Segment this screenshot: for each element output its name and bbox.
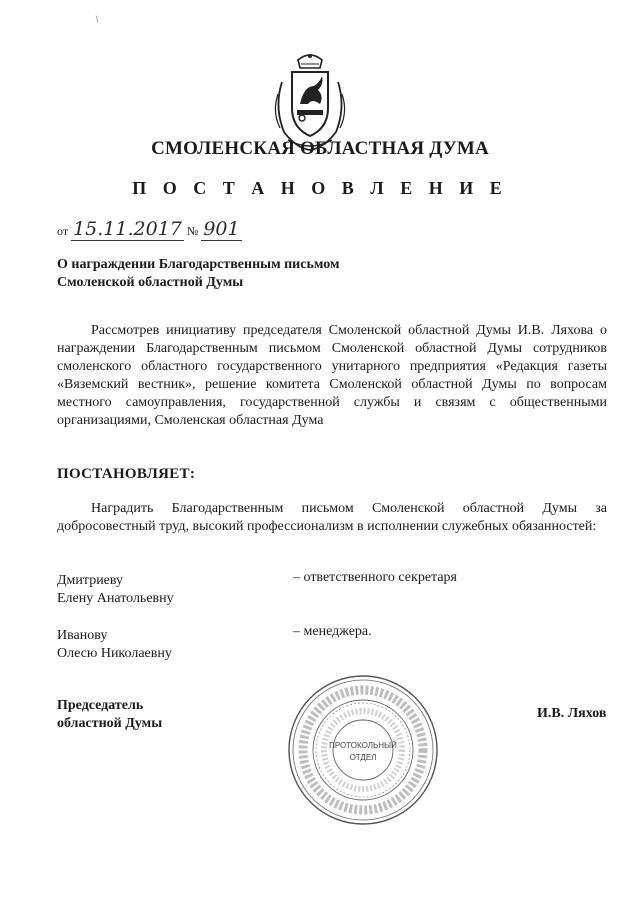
document-date: 15.11.2017	[73, 218, 182, 240]
document-type-heading: П О С Т А Н О В Л Е Н И Е	[132, 178, 508, 198]
coat-of-arms-emblem	[268, 52, 352, 152]
subject-line-1: О награждении Благодарственным письмом	[57, 257, 340, 272]
awardee-2-given-names: Олесю Николаевну	[57, 646, 172, 661]
document-number: 901	[203, 218, 240, 240]
organization-title: СМОЛЕНСКАЯ ОБЛАСТНАЯ ДУМА	[151, 138, 489, 159]
signer-title-line-1: Председатель	[57, 698, 144, 713]
awardee-1-given-names: Елену Анатольевну	[57, 591, 174, 606]
seal-center-line-2: ОТДЕЛ	[349, 753, 377, 762]
subject-line-2: Смоленской областной Думы	[57, 275, 244, 290]
resolves-heading: ПОСТАНОВЛЯЕТ:	[57, 466, 196, 482]
award-paragraph: Наградить Благодарственным письмом Смоленской областной Думы за добросовестный труд, высокий профессионализм в исполнении служебных обязанностей:	[57, 501, 607, 534]
signer-name: И.В. Ляхов	[537, 706, 607, 721]
signer-title-line-2: областной Думы	[57, 716, 163, 731]
signer-title	[57, 697, 162, 733]
date-prefix: от	[57, 224, 69, 238]
awardee-2-surname: Иванову	[57, 628, 108, 643]
date-number-line	[57, 218, 242, 241]
preamble-paragraph: Рассмотрев инициативу председателя Смоленской областной Думы И.В. Ляхова о награждении Благодарственным письмом Смоленской областной Думы сотрудников смоленского областного государственного унитарного предприятия «Редакция газеты «Вяземский вестник», решение комитета Смоленской областной Думы по вопросам местного самоуправления, государственной службы и связям с общественными организациями, Смоленская областная Дума	[57, 323, 607, 428]
stray-pen-mark: /	[93, 14, 102, 25]
number-prefix: №	[186, 224, 199, 238]
awardee-1-role: – ответственного секретаря	[293, 570, 457, 585]
awardee-2-name	[57, 627, 172, 663]
awardee-2-role: – менеджера.	[293, 624, 372, 639]
awardee-1-name	[57, 572, 174, 608]
awardee-1-surname: Дмитриеву	[57, 573, 124, 588]
document-subject	[57, 256, 339, 292]
official-round-seal	[285, 672, 441, 828]
seal-center-line-1: ПРОТОКОЛЬНЫЙ	[329, 741, 397, 750]
